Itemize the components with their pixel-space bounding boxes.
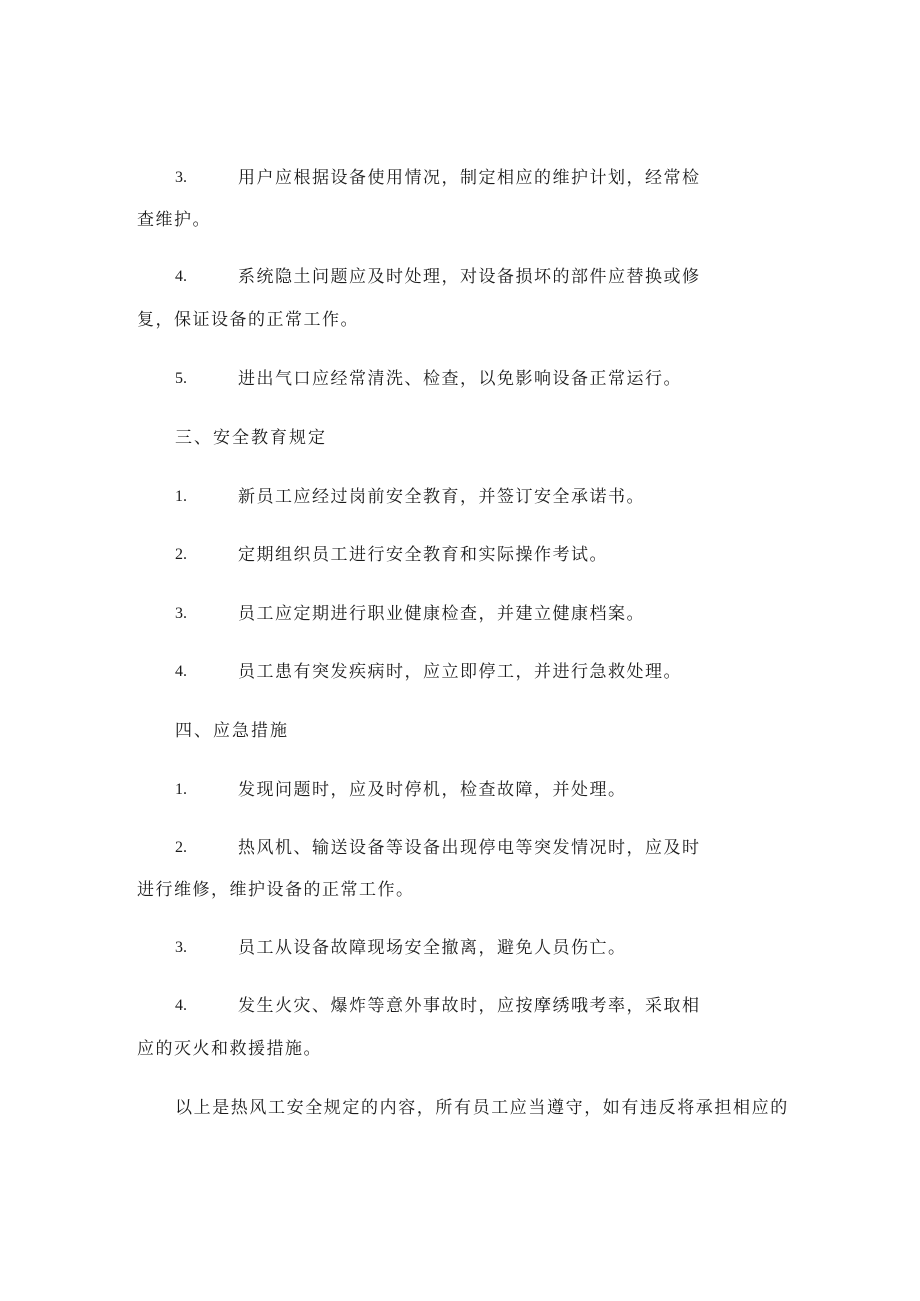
list-item-number: 4. <box>175 663 187 680</box>
list-item-number: 2. <box>175 839 187 856</box>
list-item-text: 新员工应经过岗前安全教育，并签订安全承诺书。 <box>238 487 645 507</box>
list-item-number: 5. <box>175 370 187 387</box>
list-item-text: 进出气口应经常清洗、检查，以免影响设备正常运行。 <box>238 369 682 389</box>
list-item-text-continuation: 查维护。 <box>137 210 211 230</box>
list-item-number: 3. <box>175 939 187 956</box>
list-item-number: 2. <box>175 546 187 563</box>
list-item-text-continuation: 应的灭火和救援措施。 <box>137 1039 322 1059</box>
list-item-text-continuation: 进行维修，维护设备的正常工作。 <box>137 880 415 900</box>
closing-paragraph: 以上是热风工安全规定的内容，所有员工应当遵守，如有违反将承担相应的 <box>175 1098 789 1118</box>
list-item-number: 4. <box>175 268 187 285</box>
section-heading-safety-education: 三、安全教育规定 <box>175 428 327 448</box>
list-item-text: 定期组织员工进行安全教育和实际操作考试。 <box>238 545 608 565</box>
list-item-number: 3. <box>175 169 187 186</box>
list-item-text: 员工应定期进行职业健康检查，并建立健康档案。 <box>238 604 645 624</box>
list-item-number: 4. <box>175 997 187 1014</box>
list-item-text-continuation: 复，保证设备的正常工作。 <box>137 310 359 330</box>
list-item-text: 员工患有突发疾病时，应立即停工，并进行急救处理。 <box>238 662 682 682</box>
list-item-number: 1. <box>175 488 187 505</box>
list-item-text: 用户应根据设备使用情况，制定相应的维护计划，经常检 <box>238 168 701 188</box>
list-item-text: 系统隐土问题应及时处理，对设备损坏的部件应替换或修 <box>238 267 701 287</box>
list-item-text: 发现问题时，应及时停机，检查故障，并处理。 <box>238 780 627 800</box>
list-item-text: 员工从设备故障现场安全撤离，避免人员伤亡。 <box>238 938 627 958</box>
section-heading-emergency-measures: 四、应急措施 <box>175 721 289 741</box>
list-item-text: 发生火灾、爆炸等意外事故时，应按摩绣哦考率，采取相 <box>238 996 701 1016</box>
list-item-text: 热风机、输送设备等设备出现停电等突发情况时，应及时 <box>238 838 701 858</box>
list-item-number: 3. <box>175 605 187 622</box>
list-item-number: 1. <box>175 781 187 798</box>
